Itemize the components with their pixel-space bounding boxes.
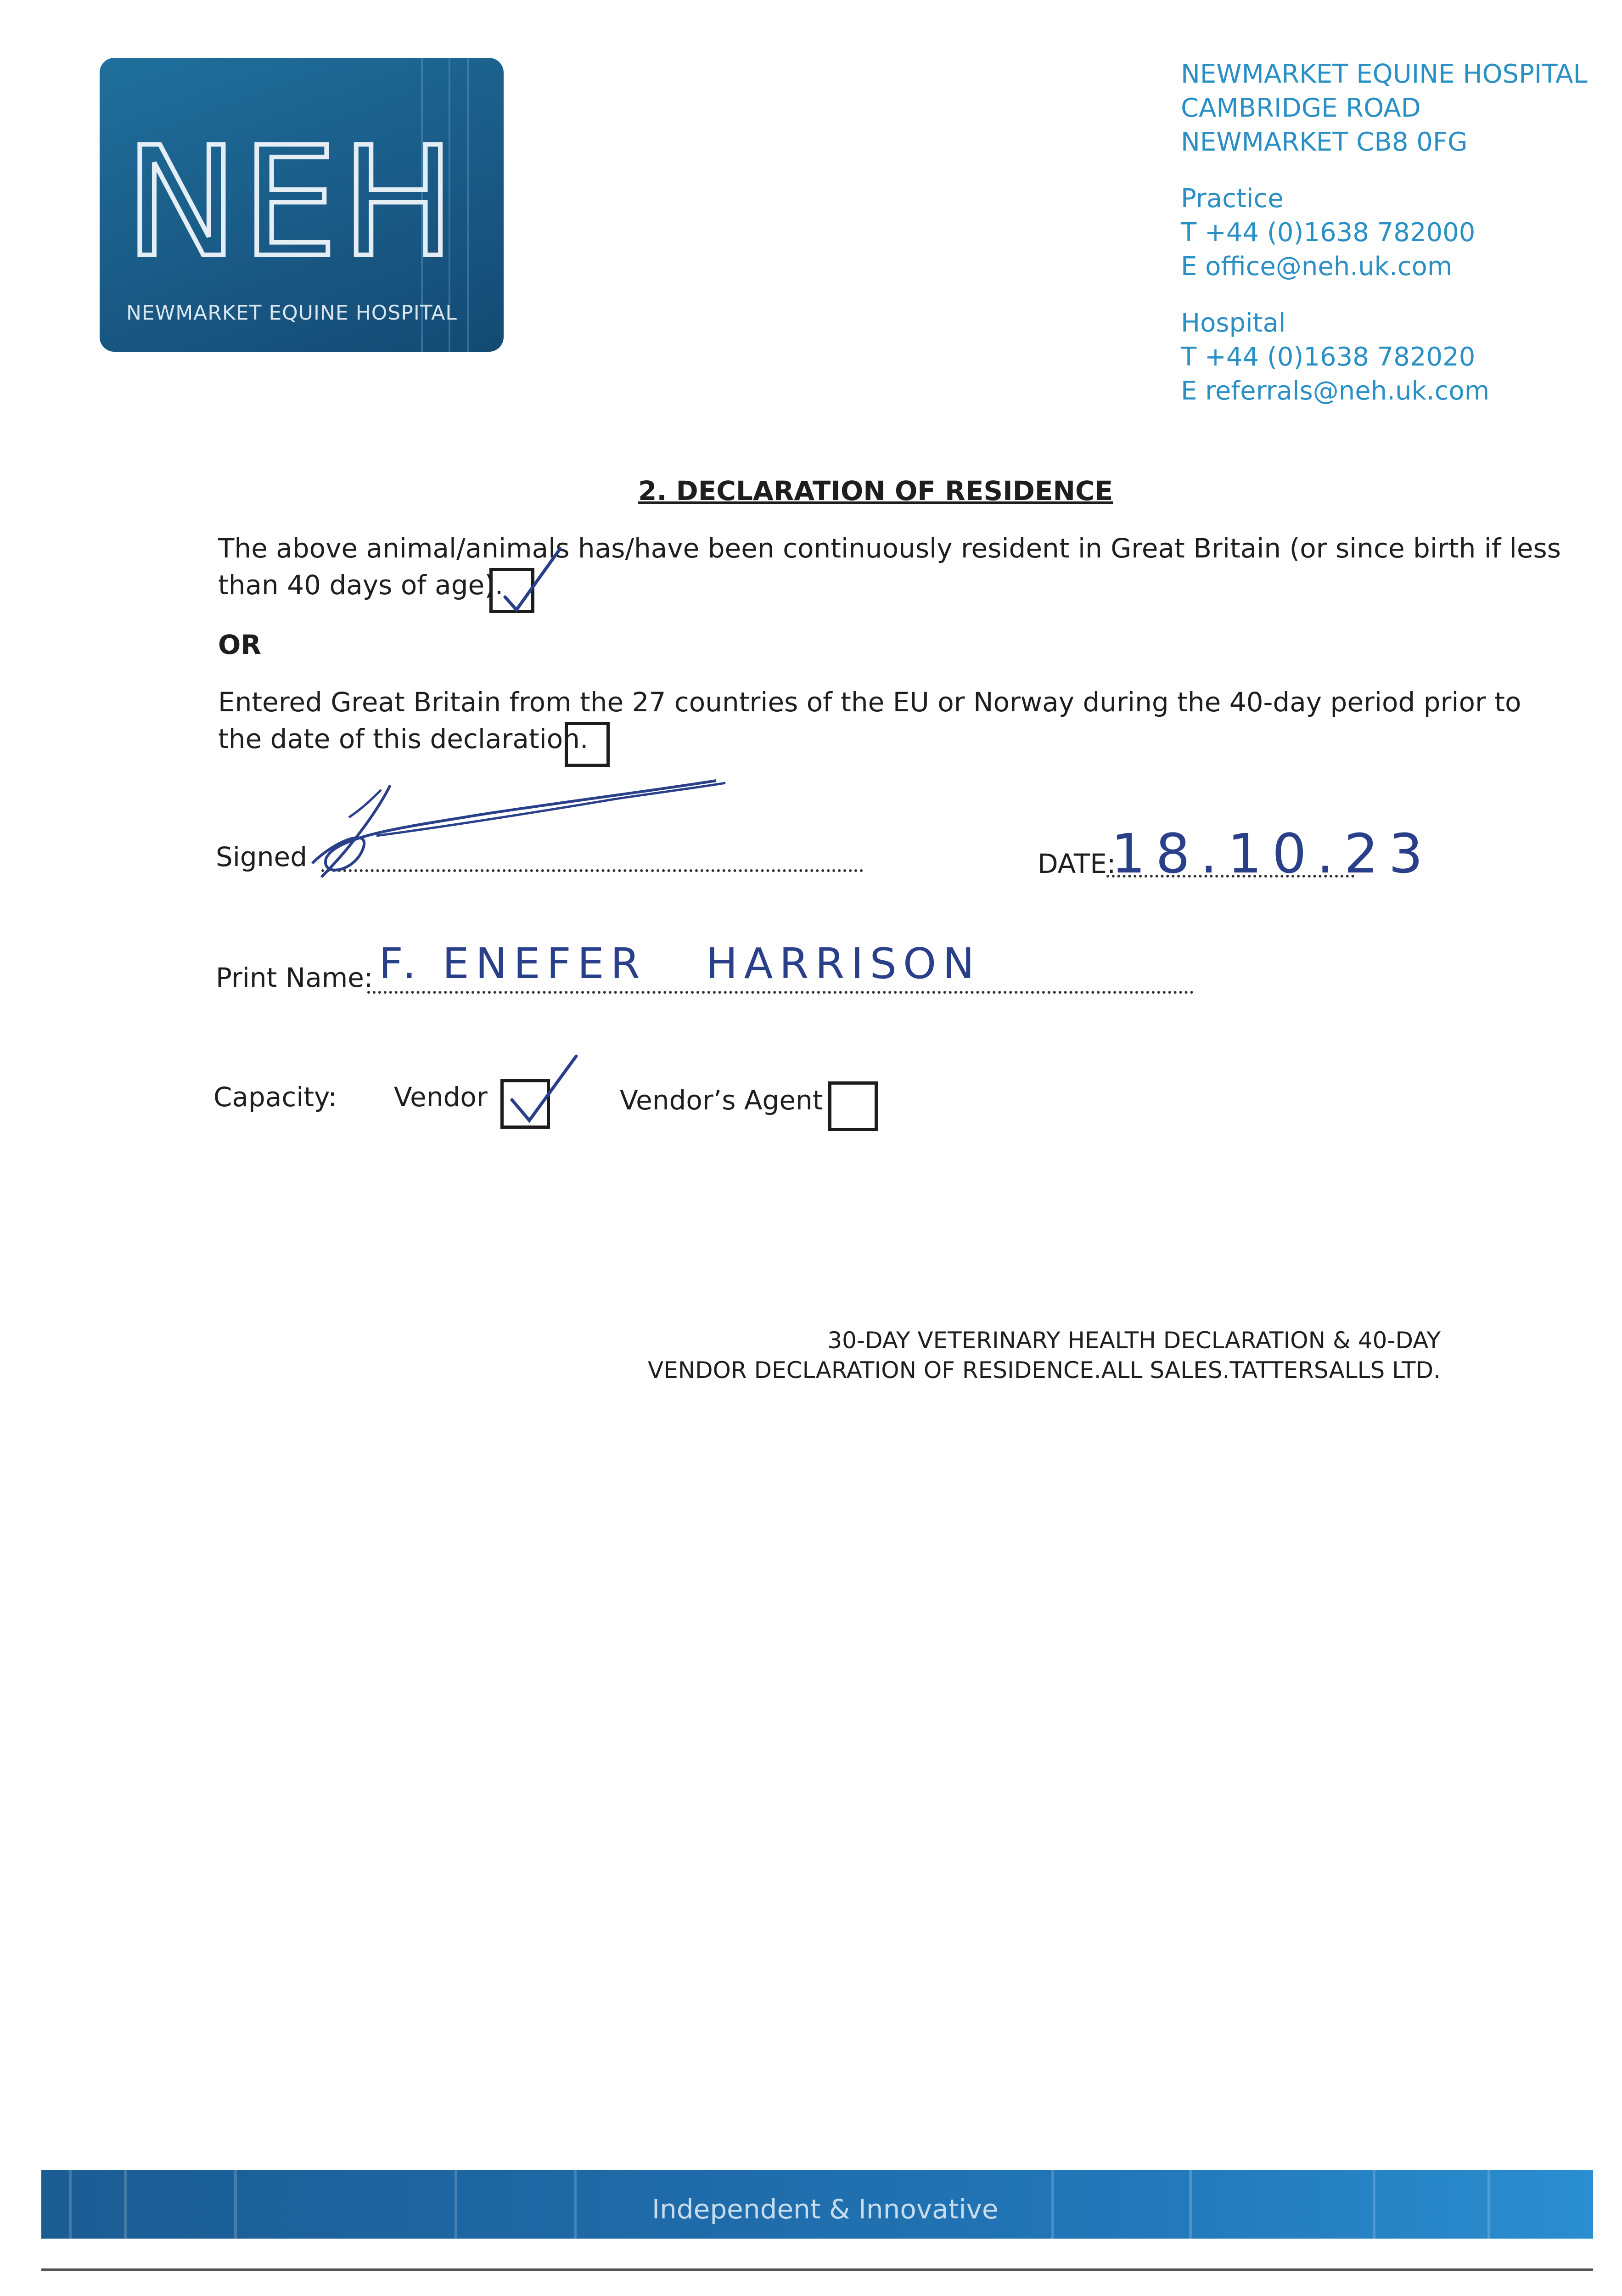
vendor-checkmark-icon <box>503 1052 585 1130</box>
neh-logo <box>100 58 504 352</box>
date-label: DATE: <box>1038 848 1116 879</box>
option2-text-line1: Entered Great Britain from the 27 countries of the EU or Norway during the 40-day period prior to <box>218 687 1521 718</box>
vendor-agent-checkbox[interactable] <box>828 1081 878 1131</box>
hospital-phone: T +44 (0)1638 782020 <box>1181 342 1476 372</box>
print-name-line <box>367 991 1194 994</box>
signed-label: Signed <box>216 841 308 872</box>
signature-mark <box>294 771 735 895</box>
option2-checkbox[interactable] <box>565 722 610 767</box>
hospital-label: Hospital <box>1181 308 1286 338</box>
print-name-label: Print Name: <box>216 962 373 993</box>
option1-text-line2: than 40 days of age). <box>218 569 504 601</box>
logo-letters: NEH <box>125 114 459 291</box>
footer-note-line1: 30-DAY VETERINARY HEALTH DECLARATION & 40-DAY <box>827 1327 1441 1354</box>
vendor-label: Vendor <box>394 1081 488 1113</box>
footer-bar <box>41 2170 1593 2239</box>
footer-note-line2: VENDOR DECLARATION OF RESIDENCE.ALL SALES.TATTERSALLS LTD. <box>647 1357 1441 1384</box>
section-heading: 2. DECLARATION OF RESIDENCE <box>638 475 1113 506</box>
address-line-3: NEWMARKET CB8 0FG <box>1181 127 1468 157</box>
or-label: OR <box>218 629 261 660</box>
hospital-email: E referrals@neh.uk.com <box>1181 376 1490 406</box>
option1-checkmark-icon <box>491 542 583 620</box>
practice-label: Practice <box>1181 184 1284 214</box>
capacity-label: Capacity: <box>213 1081 337 1113</box>
footer-tagline: Independent & Innovative <box>652 2194 999 2225</box>
practice-phone: T +44 (0)1638 782000 <box>1181 218 1476 248</box>
practice-email: E office@neh.uk.com <box>1181 252 1453 281</box>
date-value: 18.10.23 <box>1111 822 1433 885</box>
print-name-value: F. ENEFER HARRISON <box>379 939 981 988</box>
address-line-1: NEWMARKET EQUINE HOSPITAL <box>1181 59 1588 89</box>
option2-text-line2: the date of this declaration. <box>218 723 589 754</box>
address-line-2: CAMBRIDGE ROAD <box>1181 93 1421 123</box>
option1-text-line1: The above animal/animals has/have been continuously resident in Great Britain (or since birth if less <box>218 533 1561 564</box>
logo-subtitle: NEWMARKET EQUINE HOSPITAL <box>126 301 457 325</box>
vendor-agent-label: Vendor’s Agent <box>620 1085 823 1116</box>
bottom-rule <box>41 2268 1593 2271</box>
